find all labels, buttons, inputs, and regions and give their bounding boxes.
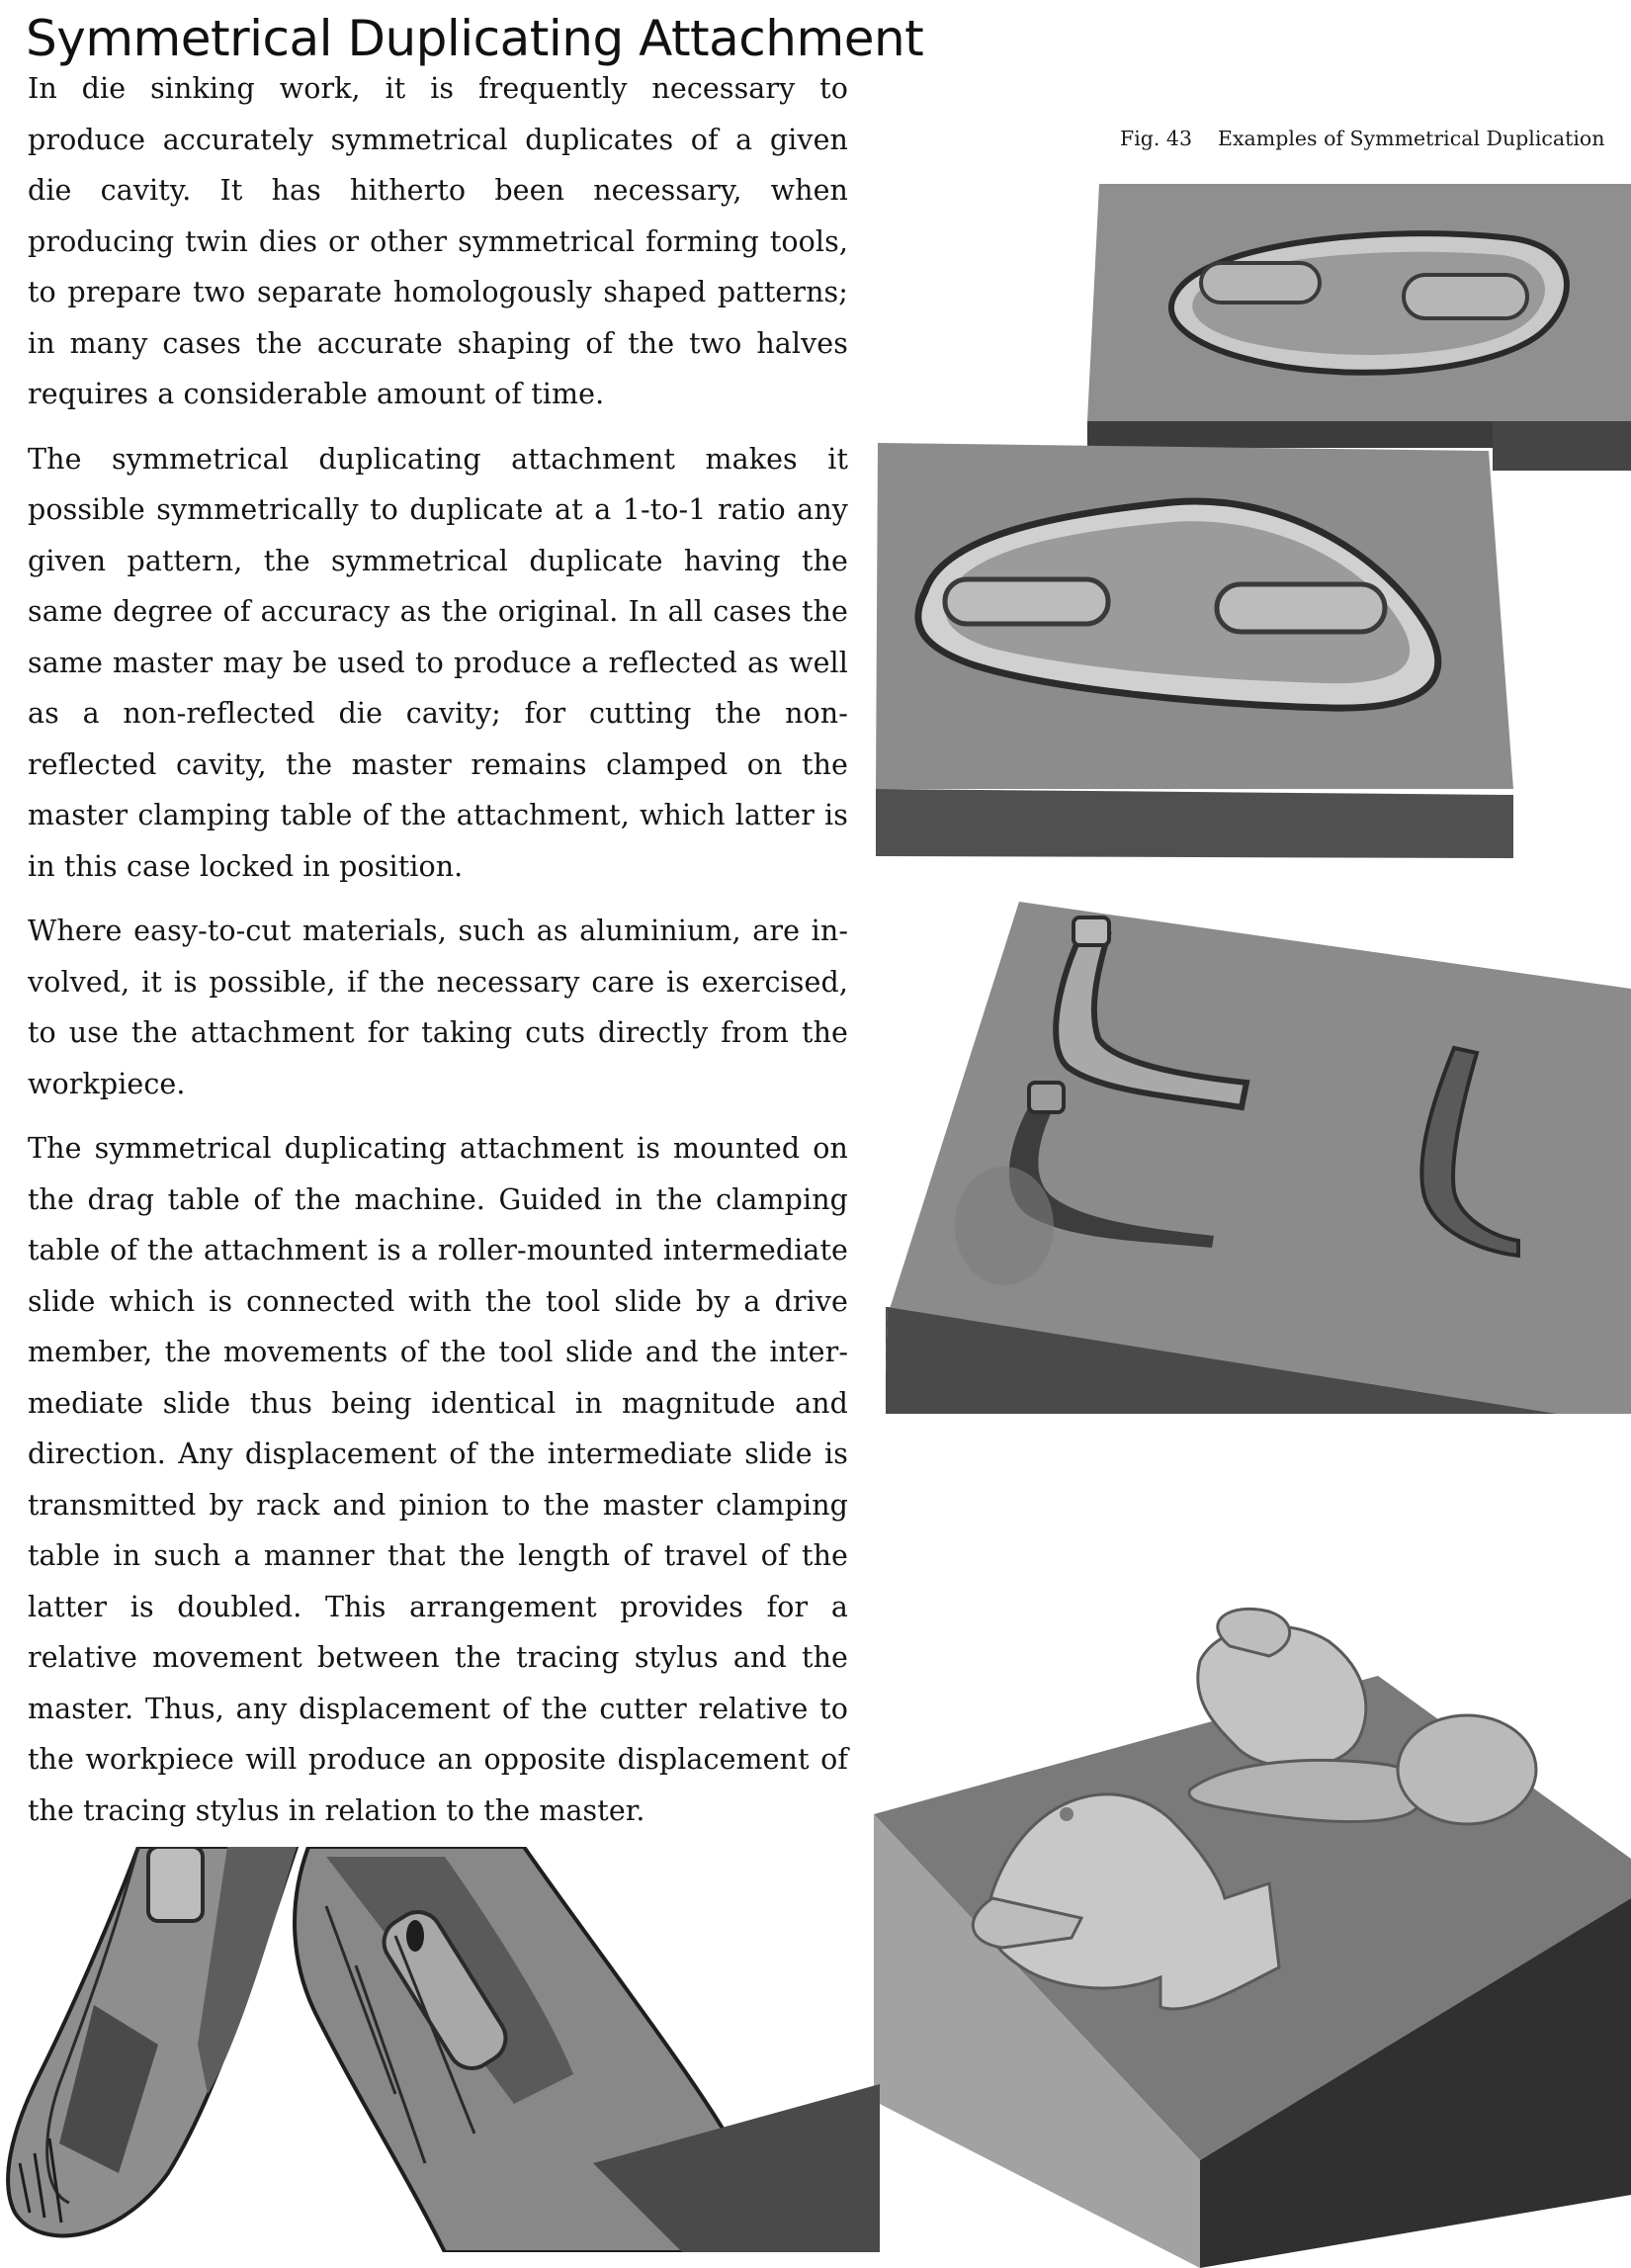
paragraph-mechanism: The symmetrical duplicating attachment is mounted on the drag table of the machine. Guided in the clamping table of the attachment is a roller-mounted intermediate slide which is connected with the tool slide by a drive member, the movements of the tool slide and the intermediate slide thus being identical in magnitude and direction. Any displacement of the intermediate slide is transmitted by rack and pinion to the master clamping table in such a manner that the length of travel of the latter is doubled. This arrangement provides for a relative movement between the tracing stylus and the master. Thus, any displacement of the cutter relative to the workpiece will produce an opposite displacement of the tracing stylus in relation to the master. [28, 1132, 848, 1827]
figure-die-block-handles [886, 900, 1631, 1414]
page-title: Symmetrical Duplicating Attachment [26, 10, 924, 67]
figure-number: Fig. 43 [1120, 127, 1193, 150]
figure-die-block-oval-top [1087, 184, 1631, 471]
figure-caption-text: Examples of Symmetrical Duplication [1218, 127, 1605, 150]
body-text-column [28, 63, 848, 1850]
figure-die-block-duck-rabbit [874, 1602, 1631, 2268]
figure-die-block-oval-bottom [876, 443, 1528, 858]
paragraph-attachment-purpose: The symmetrical duplicating attachment makes it possible symmetrically to duplicate at a 1-to-1 ratio any given pattern, the symmetrical duplicate having the same degree of accuracy as the original. In all cases the same master may be used to produce a reflected as well as a non-reflected die cavity; for cutting the non-reflected cavity, the master remains clamped on the master clamping table of the attachment, which latter is in this case locked in position. [28, 442, 848, 883]
paragraph-intro: In die sinking work, it is frequently necessary to produce accurately symmetrical duplicates of a given die cavity. It has hitherto been necessary, when producing twin dies or other symmetrical forming tools, to prepare two separate homologously shaped patterns; in many cases the accurate shaping of the two halves requires a considerable amount of time. [28, 72, 848, 410]
figure-caption [1120, 127, 1604, 150]
figure-shoe-last-dies [0, 1847, 880, 2252]
paragraph-easy-materials: Where easy-to-cut materials, such as aluminium, are involved, it is possible, if the necessary care is exercised, to use the attachment for taking cuts directly from the workpiece. [28, 915, 848, 1100]
